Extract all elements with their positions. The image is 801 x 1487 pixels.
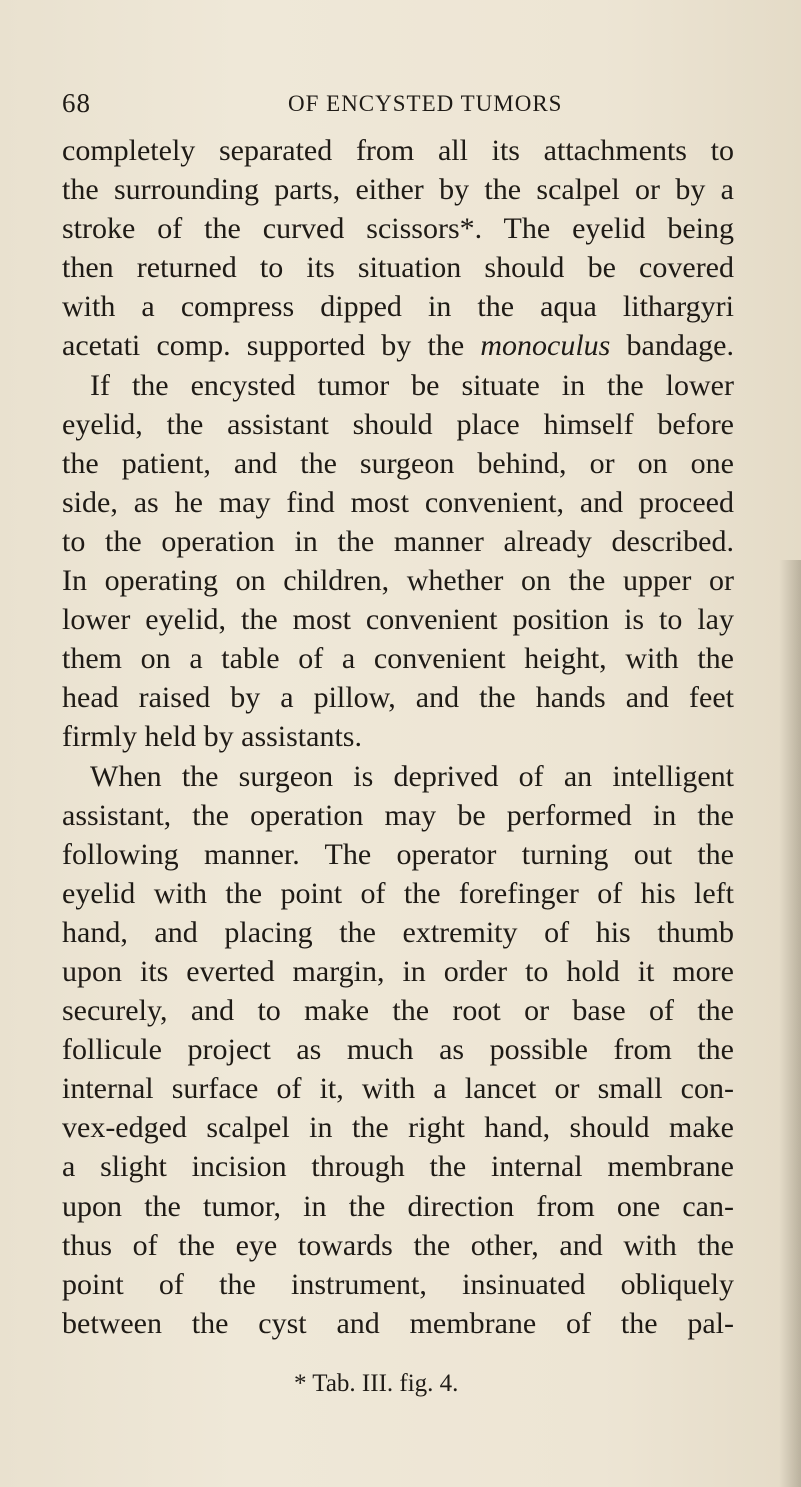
text-line: point of the instrument, insinuated obliquely — [62, 1267, 734, 1301]
text-line: securely, and to make the root or base of the — [62, 994, 734, 1028]
text-line: eyelid, the assistant should place himself before — [62, 407, 734, 441]
text-run: acetati comp. supported by the — [62, 329, 481, 363]
text-line: then returned to its situation should be covered — [62, 251, 734, 285]
text-line: vex-edged scalpel in the right hand, should make — [62, 1111, 734, 1145]
italic-term: monoculus — [480, 329, 611, 363]
text-line: to the operation in the manner already described. — [62, 524, 734, 558]
body-text — [62, 131, 734, 1343]
text-line: the patient, and the surgeon behind, or on one — [62, 446, 734, 480]
text-line: If the encysted tumor be situate in the lower — [90, 368, 734, 402]
page-edge-shadow — [779, 560, 801, 1487]
running-head — [62, 88, 742, 124]
text-line: assistant, the operation may be performed in the — [62, 798, 734, 832]
running-title: OF ENCYSTED TUMORS — [288, 91, 563, 116]
text-line: following manner. The operator turning out the — [62, 837, 734, 871]
text-line — [62, 326, 734, 365]
text-line: between the cyst and membrane of the pal- — [62, 1306, 734, 1340]
text-line: stroke of the curved scissors*. The eyelid being — [62, 212, 734, 246]
text-line: firmly held by assistants. — [62, 720, 362, 754]
text-line: upon the tumor, in the direction from one can- — [62, 1189, 734, 1223]
text-line: a slight incision through the internal membrane — [62, 1150, 734, 1184]
text-line: hand, and placing the extremity of his thumb — [62, 915, 734, 949]
text-line: upon its everted margin, in order to hold it more — [62, 954, 734, 988]
footnote: * Tab. III. fig. 4. — [294, 1370, 459, 1397]
text-line: In operating on children, whether on the upper or — [62, 564, 734, 598]
text-line: the surrounding parts, either by the scalpel or by a — [62, 173, 734, 207]
text-line: them on a table of a convenient height, with the — [62, 642, 734, 676]
text-line: When the surgeon is deprived of an intelligent — [90, 759, 734, 793]
text-line: lower eyelid, the most convenient position is to lay — [62, 603, 734, 637]
text-line: completely separated from all its attachments to — [62, 134, 734, 167]
text-line: eyelid with the point of the forefinger of his left — [62, 876, 734, 910]
text-line: internal surface of it, with a lancet or small con- — [62, 1072, 734, 1106]
text-line: follicule project as much as possible from the — [62, 1033, 734, 1067]
page-number: 68 — [62, 88, 91, 118]
text-line: head raised by a pillow, and the hands and feet — [62, 681, 734, 715]
text-line: side, as he may find most convenient, and proceed — [62, 485, 734, 519]
text-run: bandage. — [610, 329, 734, 363]
text-line: with a compress dipped in the aqua lithargyri — [62, 290, 734, 324]
text-line: thus of the eye towards the other, and with the — [62, 1228, 734, 1262]
